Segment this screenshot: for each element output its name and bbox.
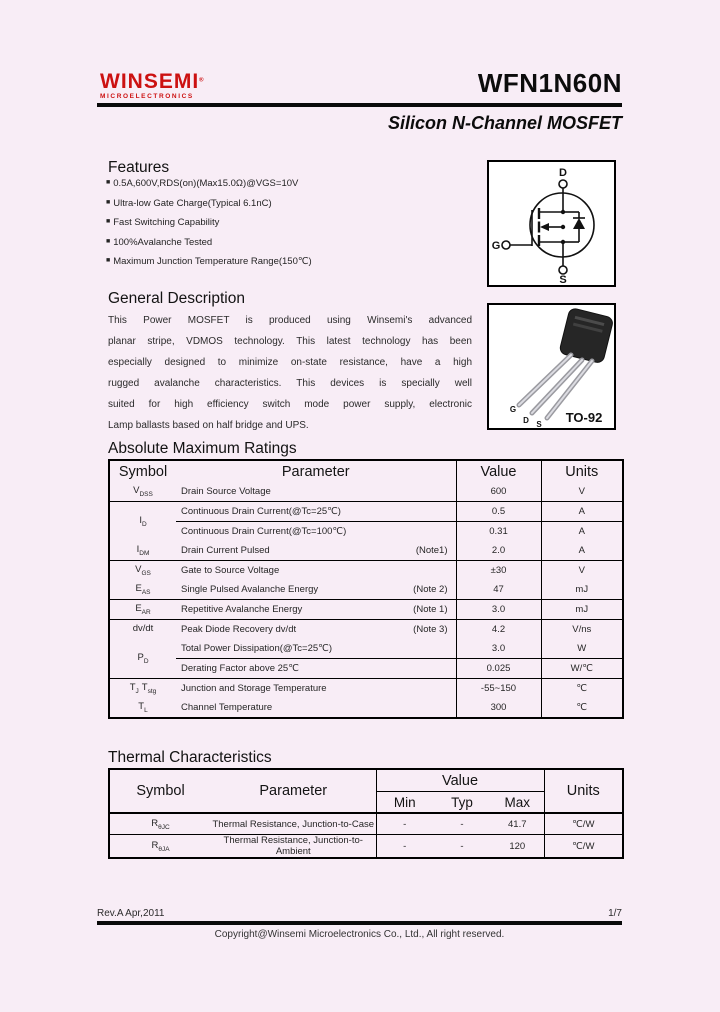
table-row	[109, 835, 623, 859]
value-cell: 3.0	[456, 639, 541, 659]
feature-text: 100%Avalanche Tested	[113, 236, 213, 248]
max-cell: 120	[509, 840, 526, 852]
feature-item	[106, 237, 478, 257]
channel-arrow-icon	[540, 223, 549, 231]
package-photo-box	[487, 303, 616, 430]
value-cell: 2.0	[456, 541, 541, 561]
feature-text: 0.5A,600V,RDS(on)(Max15.0Ω)@VGS=10V	[113, 178, 299, 189]
brand-logo	[100, 71, 204, 101]
parameter-cell: Drain Source Voltage	[176, 482, 456, 502]
pin-g-label: G	[509, 405, 517, 414]
description-heading: General Description	[108, 290, 245, 307]
table-row	[109, 561, 623, 581]
table-row	[109, 639, 623, 659]
units-cell: ℃/W	[544, 835, 623, 859]
symbol-cell: $P_D$	[109, 639, 176, 679]
col-header-typ: Typ	[433, 792, 491, 814]
units-cell: A	[541, 502, 623, 522]
parameter-cell: Thermal Resistance, Junction-to-Ambient	[223, 835, 363, 857]
units-cell: V	[541, 482, 623, 502]
col-header-value: Value	[376, 769, 544, 792]
description-paragraph	[108, 310, 472, 436]
units-cell: W/℃	[541, 659, 623, 679]
max-cell: 41.7	[491, 813, 544, 835]
amr-heading: Absolute Maximum Ratings	[108, 440, 297, 457]
bullet-icon: ■	[106, 237, 111, 245]
value-cell: -55~150	[456, 679, 541, 699]
parameter-cell: Continuous Drain Current(@Tc=25℃)	[176, 502, 456, 522]
table-row	[109, 679, 623, 699]
table-row	[109, 813, 623, 835]
value-cell: 0.31	[456, 522, 541, 542]
thermal-characteristics-table	[108, 768, 624, 859]
units-cell: A	[541, 541, 623, 561]
parameter-cell: Junction and Storage Temperature	[181, 683, 327, 694]
feature-text: Maximum Junction Temperature Range(150℃)	[113, 256, 312, 267]
units-cell: ℃/W	[544, 813, 623, 835]
parameter-cell: Single Pulsed Avalanche Energy (Note 2)	[176, 580, 456, 600]
units-cell: V	[541, 561, 623, 581]
table-row	[109, 659, 623, 679]
bullet-icon: ■	[106, 257, 111, 264]
typ-cell: -	[460, 840, 464, 852]
table-header-row	[109, 460, 623, 482]
pin-s-label: S	[536, 420, 542, 428]
registered-mark-icon: ®	[199, 77, 204, 84]
table-header-row	[109, 769, 623, 792]
value-cell: 4.2	[456, 620, 541, 640]
description-line: This Power MOSFET is produced using Winsemi's advanced	[108, 315, 472, 326]
parameter-cell: Gate to Source Voltage	[181, 565, 280, 576]
brand-name: WINSEMI	[100, 70, 200, 93]
symbol-cell: $I_{DM}$	[109, 541, 176, 561]
thermal-heading: Thermal Characteristics	[108, 749, 272, 766]
package-name-label: TO-92	[565, 410, 603, 425]
description-line: planar stripe, VDMOS technology. This latest technology has been	[108, 336, 472, 347]
col-header-units: Units	[541, 460, 623, 482]
symbol-cell: $V_{DSS}$	[109, 482, 176, 502]
value-cell: 600	[456, 482, 541, 502]
mosfet-symbol-icon	[489, 162, 614, 285]
units-cell: mJ	[541, 580, 623, 600]
table-row	[109, 580, 623, 600]
table-row	[109, 522, 623, 542]
col-header-value: Value	[456, 460, 541, 482]
features-list	[106, 178, 478, 276]
header-rule	[97, 103, 622, 107]
parameter-cell: Total Power Dissipation(@Tc=25℃)	[176, 639, 456, 659]
symbol-cell: $E_{AS}$	[109, 580, 176, 600]
bullet-icon: ■	[106, 179, 111, 186]
absolute-maximum-ratings-table	[108, 459, 624, 719]
body-diode-icon	[573, 218, 585, 229]
value-cell: 0.025	[456, 659, 541, 679]
units-cell: A	[541, 522, 623, 542]
units-cell: ℃	[541, 698, 623, 718]
table-row	[109, 620, 623, 640]
source-label: S	[559, 274, 567, 285]
table-row	[109, 541, 623, 561]
bullet-icon: ■	[106, 198, 111, 206]
mosfet-symbol-box	[487, 160, 616, 287]
symbol-cell: $T_L$	[138, 701, 148, 714]
parameter-cell: Repetitive Avalanche Energy (Note 1)	[176, 600, 456, 620]
gate-label: G	[491, 240, 501, 252]
table-row	[109, 698, 623, 718]
pin-d-label: D	[523, 416, 529, 425]
parameter-cell: Thermal Resistance, Junction-to-Case	[211, 813, 376, 835]
symbol-cell: $T_J$ $T_{stg}$	[129, 682, 157, 695]
revision-label: Rev.A Apr,2011	[97, 908, 165, 919]
description-line: especially designed to minimize on-state resistance, have a high	[108, 357, 472, 368]
features-heading: Features	[108, 159, 170, 176]
feature-item	[106, 217, 478, 237]
symbol-cell: $R_{\theta JA}$	[151, 839, 170, 853]
col-header-symbol: Symbol	[109, 769, 211, 813]
feature-item	[106, 256, 478, 276]
brand-subtitle: MICROELECTRONICS	[100, 93, 194, 100]
table-row	[109, 482, 623, 502]
units-cell: W	[541, 639, 623, 659]
col-header-max: Max	[491, 792, 544, 814]
value-cell: 3.0	[456, 600, 541, 620]
feature-text: Ultra-low Gate Charge(Typical 6.1nC)	[113, 197, 272, 209]
symbol-cell: $I_D$	[139, 515, 147, 528]
table-row	[109, 600, 623, 620]
feature-item	[106, 198, 478, 218]
symbol-cell: $V_{GS}$	[135, 564, 151, 577]
description-line: Lamp ballasts based on half bridge and UPS.	[108, 420, 309, 431]
device-subtitle: Silicon N-Channel MOSFET	[387, 113, 622, 133]
min-cell: -	[376, 813, 433, 835]
col-header-min: Min	[376, 792, 433, 814]
value-cell: 0.5	[456, 502, 541, 522]
parameter-cell: Channel Temperature	[181, 702, 273, 713]
col-header-symbol: Symbol	[118, 463, 168, 480]
units-cell: V/ns	[541, 620, 623, 640]
symbol-cell: $E_{AR}$	[109, 600, 176, 620]
min-cell: -	[376, 835, 433, 859]
description-line: suited for high efficiency switch mode power supply, electronic	[108, 399, 472, 410]
col-header-units: Units	[544, 769, 623, 813]
col-header-parameter: Parameter	[211, 769, 376, 813]
units-cell: ℃	[541, 679, 623, 699]
col-header-parameter: Parameter	[281, 463, 350, 480]
parameter-cell: Peak Diode Recovery dv/dt (Note 3)	[181, 624, 448, 635]
symbol-cell: $R_{\theta JC}$	[109, 813, 211, 835]
part-number: WFN1N60N	[477, 68, 622, 98]
typ-cell: -	[433, 813, 491, 835]
footer-rule	[97, 921, 622, 925]
value-cell: 47	[456, 580, 541, 600]
feature-text: Fast Switching Capability	[113, 217, 220, 228]
description-line: rugged avalanche characteristics. This devices is specially well	[108, 378, 472, 389]
parameter-cell: Continuous Drain Current(@Tc=100℃)	[181, 526, 347, 537]
value-cell: 300	[456, 698, 541, 718]
parameter-cell: Drain Current Pulsed (Note1)	[176, 541, 456, 561]
units-cell: mJ	[541, 600, 623, 620]
page-number: 1/7	[608, 908, 622, 919]
to92-package-icon	[489, 305, 614, 428]
table-row	[109, 502, 623, 522]
parameter-cell: Derating Factor above 25℃	[176, 659, 456, 679]
symbol-cell: dv/dt	[132, 623, 154, 635]
bullet-icon: ■	[106, 218, 111, 225]
copyright-notice: Copyright@Winsemi Microelectronics Co., Ltd., All right reserved.	[214, 929, 505, 940]
drain-label: D	[559, 167, 567, 179]
feature-item	[106, 178, 478, 198]
value-cell: ±30	[456, 561, 541, 581]
